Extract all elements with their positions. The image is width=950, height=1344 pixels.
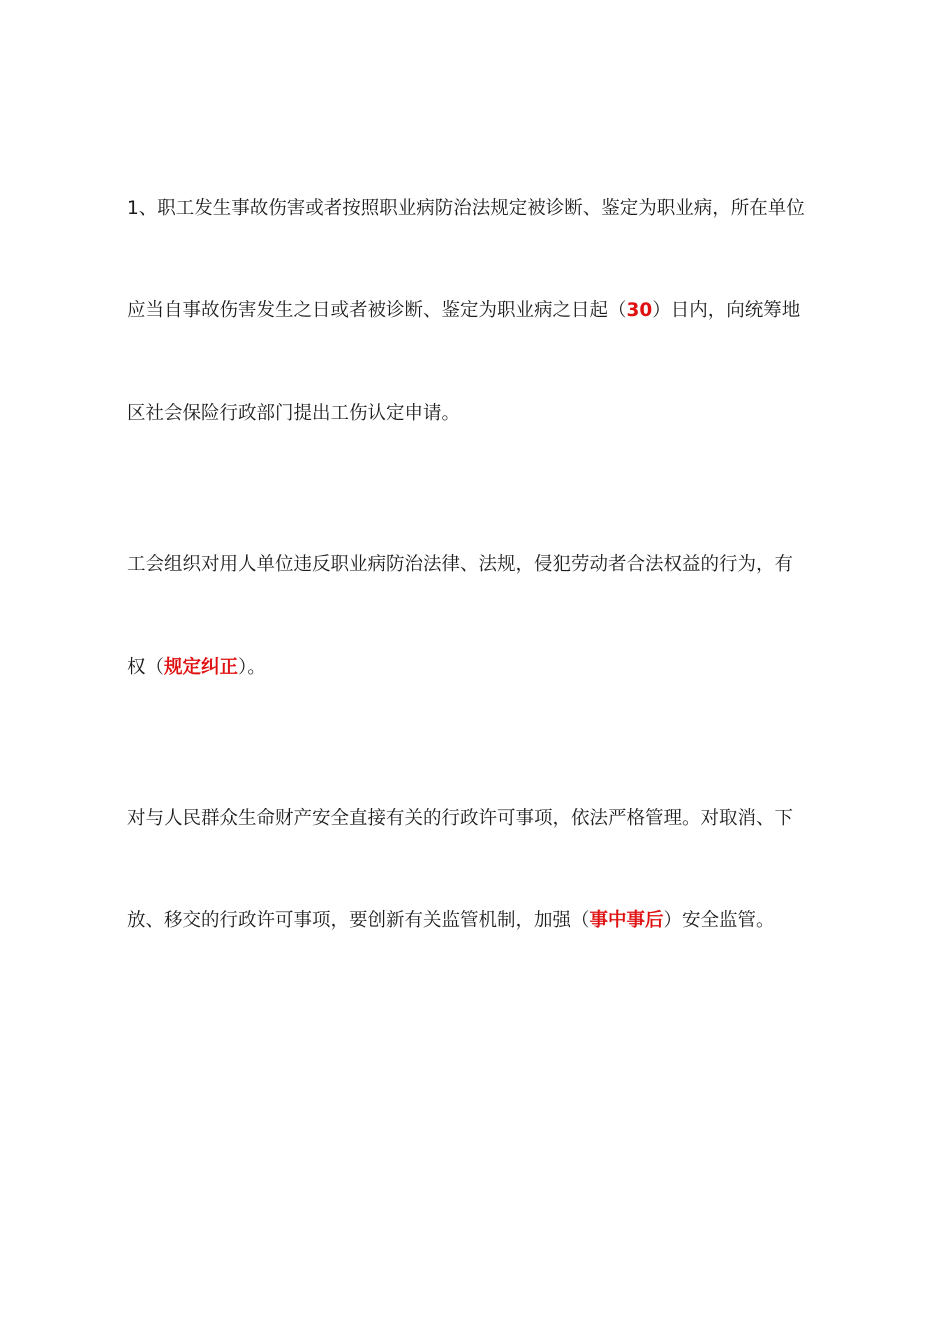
question-3-line-2 <box>127 908 847 934</box>
question-3-line-1: 对与人民群众生命财产安全直接有关的行政许可事项，依法严格管理。对取消、下 <box>127 808 794 829</box>
question-3-line-2-before: 放、移交的行政许可事项，要创新有关监管机制，加强（ <box>127 910 590 931</box>
question-2-line-2-before: 权（ <box>127 657 165 678</box>
question-3-line-2-after: ）安全监管。 <box>663 910 775 931</box>
question-2-line-2-after: ）。 <box>238 657 266 678</box>
question-1-answer: 30 <box>626 300 653 321</box>
question-2-line-1: 工会组织对用人单位违反职业病防治法律、法规，侵犯劳动者合法权益的行为，有 <box>127 554 794 575</box>
question-1-line-2-before: 应当自事故伤害发生之日或者被诊断、鉴定为职业病之日起（ <box>127 300 627 321</box>
question-1-line-3: 区社会保险行政部门提出工伤认定申请。 <box>127 403 461 424</box>
question-3-answer: 事中事后 <box>589 910 664 931</box>
question-1-line-1: 1、职工发生事故伤害或者按照职业病防治法规定被诊断、鉴定为职业病，所在单位 <box>127 198 805 219</box>
question-2-answer: 规定纠正 <box>164 657 239 678</box>
question-1-line-2-after: ）日内，向统筹地 <box>652 300 801 321</box>
question-1-line-2 <box>127 298 847 324</box>
question-2-line-2 <box>127 655 847 681</box>
